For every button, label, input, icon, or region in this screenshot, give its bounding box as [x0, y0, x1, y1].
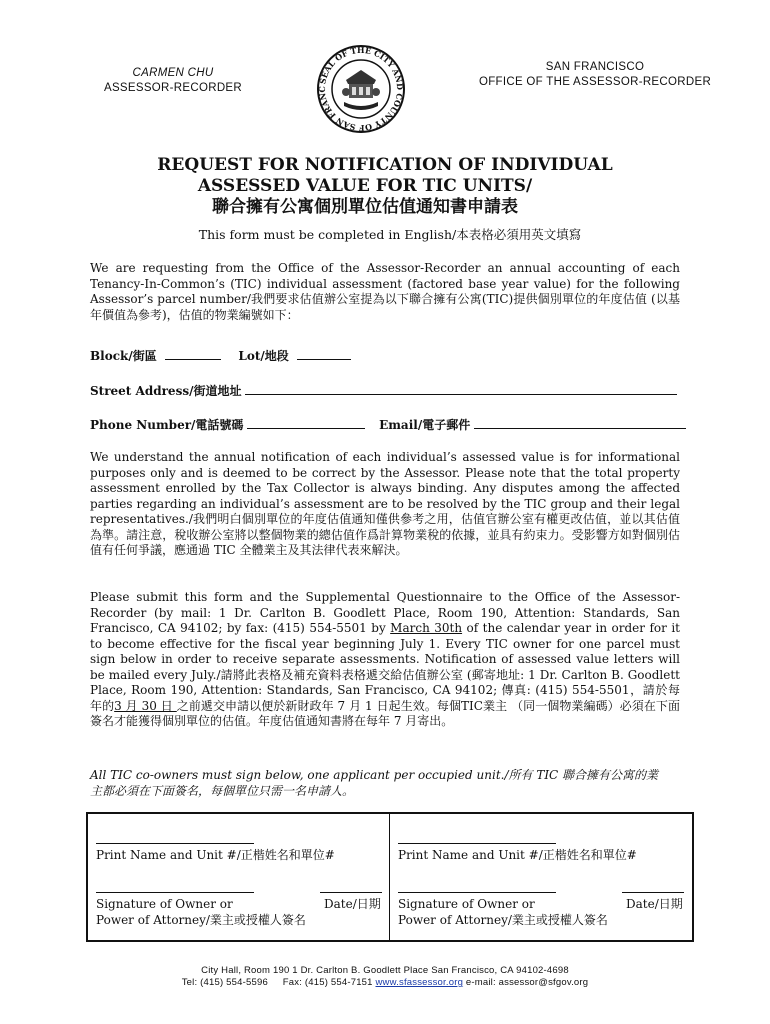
signature-label-line1: Signature of Owner or	[96, 897, 233, 911]
footer-email: e-mail: assessor@sfgov.org	[465, 977, 589, 988]
contact-row	[90, 416, 690, 433]
city-seal	[316, 44, 406, 134]
signature-line-left[interactable]	[96, 892, 254, 893]
submit-text-c: 之前遞交申請以便於新財政年 7 月 1 日起生效。每個TIC業主 （同一個物業編碼）必須在下面簽名才能獲得個別單位的估值。年度估值通知書將在每年 7 月寄出。	[90, 698, 680, 728]
footer	[100, 965, 670, 989]
deadline-date: March 30th	[390, 621, 463, 635]
submit-paragraph	[90, 590, 680, 730]
understand-paragraph: We understand the annual notification of each individual’s assessed value is for informational purposes only and is deemed to be correct by the Assessor. Please note that the total property assessment enrolled by the Tax Collector is always binding. Any disputes among the affected parties regarding an individual’s assessment are to be resolved by the TIC group and their legal representatives./我們明白個別單位的年度估值通知僅供參考之用，估值官辦公室有權更改估值，並以其估值為準。請注意，稅收辦公室將以整個物業的總估值作爲計算物業稅的依據，並具有約束力。受影響方如對個別估值有任何爭議，應通過 TIC 全體業主及其法律代表來解決。	[90, 450, 680, 557]
date-line-right[interactable]	[622, 892, 684, 893]
signature-label-line1: Signature of Owner or	[398, 897, 535, 911]
title-line-3: 聯合擁有公寓個別單位估值通知書申請表	[212, 197, 518, 217]
street-input[interactable]	[245, 382, 677, 395]
print-name-line-right[interactable]	[398, 843, 556, 844]
phone-label: Phone Number/電話號碼	[90, 418, 244, 432]
block-lot-row	[90, 347, 680, 364]
lot-label: Lot/地段	[238, 349, 289, 363]
street-row	[90, 382, 680, 399]
office-block	[470, 60, 720, 90]
signature-label-line2: Power of Attorney/業主或授權人簽名	[398, 913, 608, 927]
date-line-left[interactable]	[320, 892, 382, 893]
signature-label-line2: Power of Attorney/業主或授權人簽名	[96, 913, 306, 927]
phone-input[interactable]	[247, 416, 365, 429]
assessor-name: CARMEN CHU	[132, 67, 214, 79]
intro-paragraph: We are requesting from the Office of the Assessor-Recorder an annual accounting of each Tenancy-In-Common’s (TIC) individual assessment (factored base year value) for the following Assessor’s parcel number/我們要求估值辦公室提為以下聯合擁有公寓(TIC)提供個別單位的年度估值 (以基年價值為參考)，估值的物業編號如下：	[90, 261, 680, 322]
footer-address: City Hall, Room 190 1 Dr. Carlton B. Goodlett Place San Francisco, CA 94102-4698	[201, 965, 569, 976]
assessor-name-block	[88, 66, 258, 96]
signature-label-right	[398, 896, 608, 928]
email-label: Email/電子郵件	[379, 418, 471, 432]
svg-text:SEAL OF THE CITY AND COUNTY OF: SEAL OF THE CITY AND COUNTY OF SAN FRANC	[316, 44, 406, 134]
date-label-right: Date/日期	[626, 897, 683, 911]
assessor-title: ASSESSOR-RECORDER	[103, 82, 242, 94]
block-label: Block/街區	[90, 349, 157, 363]
form-subtitle: This form must be completed in English/本表格必須用英文填寫	[198, 227, 582, 242]
signature-box	[86, 812, 694, 942]
seal-icon	[316, 44, 406, 134]
signature-line-right[interactable]	[398, 892, 556, 893]
submit-text-b: of the calendar year in order for it to become effective for the fiscal year beginning July 1. Every TIC owner for one parcel must sign below in order to receive separate assessments. Notification of assessed value letters will be mailed every July./請將此表格及補充資料表格遞交給估值辦公室 (郵寄地址: 1 Dr. Carlton B. Goodlett Place, Room 190, Attention: Standards, San Francisco, CA 94102; 傳真: (415) 554-5501，請於每年的	[90, 621, 680, 713]
office-name: OFFICE OF THE ASSESSOR-RECORDER	[478, 76, 712, 88]
submit-text-a: Please submit this form and the Supplemental Questionnaire to the Office of the Assessor-Recorder (by mail: 1 Dr. Carlton B. Goodlett Place, Room 190, Attention: Standards, San Francisco, CA 94102; by fax: (415) 554-5501 by	[90, 590, 680, 635]
email-input[interactable]	[474, 416, 686, 429]
sign-instruction: All TIC co-owners must sign below, one applicant per occupied unit./所有 TIC 聯合擁有公寓的業主都必須在下面簽名，每個單位只需一名申請人。	[90, 768, 659, 798]
footer-fax: Fax: (415) 554-7151	[282, 977, 373, 988]
title-line-2: ASSESSED VALUE FOR TIC UNITS/	[197, 176, 533, 196]
city-name: SAN FRANCISCO	[545, 61, 645, 73]
lot-input[interactable]	[297, 347, 351, 360]
footer-tel: Tel: (415) 554-5596	[181, 977, 268, 988]
footer-contact	[100, 977, 670, 989]
block-input[interactable]	[165, 347, 221, 360]
print-name-label-right: Print Name and Unit #/正楷姓名和單位#	[398, 848, 637, 862]
print-name-label-left: Print Name and Unit #/正楷姓名和單位#	[96, 848, 335, 862]
print-name-line-left[interactable]	[96, 843, 254, 844]
signature-label-left	[96, 896, 306, 928]
date-label-left: Date/日期	[324, 897, 381, 911]
deadline-date-cn: 3 月 30 日	[114, 698, 177, 713]
street-label: Street Address/街道地址	[90, 384, 242, 398]
signature-box-divider	[389, 814, 390, 940]
form-title	[120, 155, 650, 218]
title-line-1: REQUEST FOR NOTIFICATION OF INDIVIDUAL	[157, 155, 613, 175]
footer-website-link[interactable]: www.sfassessor.org	[375, 977, 464, 988]
